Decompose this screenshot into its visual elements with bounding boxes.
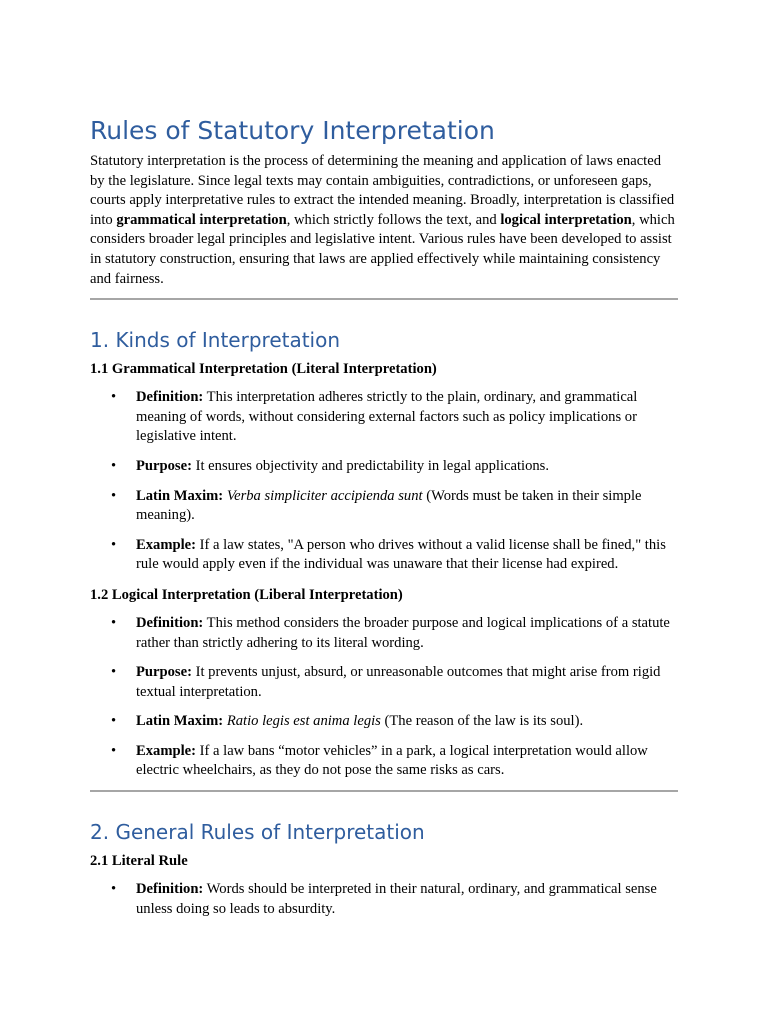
bullet-icon: • bbox=[111, 713, 117, 730]
intro-text-1: Statutory interpretation is the process of determining the meaning and application of laws enacted by the legislature. Since legal texts may contain ambiguities, contradictions, or unforeseen gaps, courts apply interpretative rules to extract the intended meaning. Broadly, interpretation is classified into bbox=[90, 153, 675, 228]
latin-maxim-text: Ratio legis est anima legis bbox=[226, 713, 381, 730]
literal-rule-bullet-list bbox=[90, 880, 678, 919]
list-item-example bbox=[90, 742, 678, 781]
logical-bullet-list bbox=[90, 614, 678, 781]
item-label: Definition: bbox=[136, 389, 204, 406]
bullet-icon: • bbox=[111, 457, 117, 474]
item-text: Words should be interpreted in their natural, ordinary, and grammatical sense unless doing so leads to absurdity. bbox=[136, 881, 657, 917]
intro-bold-grammatical: grammatical interpretation bbox=[116, 211, 287, 228]
item-label: Purpose: bbox=[136, 664, 192, 681]
list-item-purpose bbox=[90, 457, 678, 477]
item-text: If a law states, "A person who drives without a valid license shall be fined," this rule would apply even if the individual was unaware that their license had expired. bbox=[136, 536, 666, 573]
divider-2 bbox=[90, 790, 678, 792]
item-label: Example: bbox=[136, 742, 196, 759]
latin-maxim-text: Verba simpliciter accipienda sunt bbox=[226, 487, 423, 504]
item-text: This method considers the broader purpose and logical implications of a statute rather than strictly adhering to its literal wording. bbox=[136, 614, 670, 651]
intro-bold-logical: logical interpretation bbox=[500, 211, 632, 228]
list-item-latin-maxim bbox=[90, 712, 678, 732]
intro-text-3: , which considers broader legal principles and legislative intent. Various rules have been developed to assist in statutory construction, ensuring that laws are applied effectively while maintaining consistency and fairness. bbox=[90, 211, 675, 287]
bullet-icon: • bbox=[111, 664, 117, 681]
intro-text-2: , which strictly follows the text, and bbox=[286, 211, 501, 228]
item-label: Latin Maxim: bbox=[136, 713, 224, 730]
page-title: Rules of Statutory Interpretation bbox=[90, 116, 495, 145]
section-heading-general-rules: 2. General Rules of Interpretation bbox=[90, 820, 425, 845]
item-text: (Words must be taken in their simple meaning). bbox=[136, 487, 642, 524]
item-text: It prevents unjust, absurd, or unreasonable outcomes that might arise from rigid textual interpretation. bbox=[136, 664, 661, 700]
list-item-definition bbox=[90, 614, 678, 653]
bullet-icon: • bbox=[111, 614, 117, 631]
item-label: Example: bbox=[136, 536, 196, 553]
divider-1 bbox=[90, 298, 678, 300]
bullet-icon: • bbox=[111, 389, 117, 406]
subsection-heading-literal-rule: 2.1 Literal Rule bbox=[90, 853, 188, 870]
subsection-heading-grammatical: 1.1 Grammatical Interpretation (Literal Interpretation) bbox=[90, 361, 437, 378]
grammatical-bullet-list bbox=[90, 388, 678, 575]
item-text: If a law bans “motor vehicles” in a park, a logical interpretation would allow electric wheelchairs, as they do not pose the same risks as cars. bbox=[136, 742, 648, 779]
item-label: Latin Maxim: bbox=[136, 487, 224, 504]
item-label: Definition: bbox=[136, 614, 204, 631]
list-item-definition bbox=[90, 880, 678, 919]
list-item-latin-maxim bbox=[90, 487, 678, 526]
item-text: This interpretation adheres strictly to the plain, ordinary, and grammatical meaning of words, without considering external factors such as policy implications or legislative intent. bbox=[136, 389, 638, 445]
bullet-icon: • bbox=[111, 881, 117, 898]
section-heading-kinds: 1. Kinds of Interpretation bbox=[90, 328, 341, 353]
subsection-heading-logical: 1.2 Logical Interpretation (Liberal Interpretation) bbox=[90, 586, 403, 603]
bullet-icon: • bbox=[111, 536, 117, 553]
item-text: It ensures objectivity and predictability in legal applications. bbox=[191, 457, 549, 474]
list-item-example bbox=[90, 536, 678, 575]
list-item-definition bbox=[90, 388, 678, 447]
bullet-icon: • bbox=[111, 487, 117, 504]
item-text: (The reason of the law is its soul). bbox=[380, 713, 584, 730]
item-label: Purpose: bbox=[136, 457, 192, 474]
intro-paragraph bbox=[90, 152, 678, 289]
item-label: Definition: bbox=[136, 881, 204, 898]
bullet-icon: • bbox=[111, 742, 117, 759]
document-page bbox=[90, 112, 678, 919]
list-item-purpose bbox=[90, 663, 678, 702]
